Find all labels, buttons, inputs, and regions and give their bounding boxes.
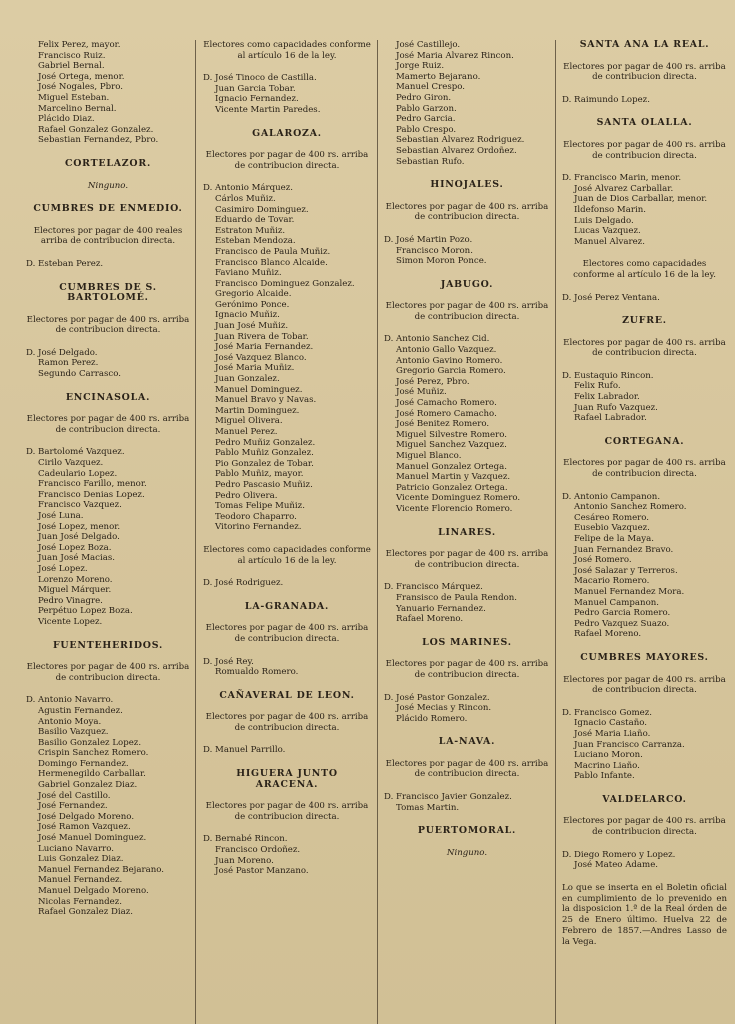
elector-name: José Romero. [574,555,632,566]
elector-name: Felix Rufo. [574,381,621,392]
section-heading: LA-NAVA. [438,736,496,748]
section [384,737,550,813]
electors-paragraph: Electores por pagar de 400 rs. arriba de contribucion directa. [26,314,190,336]
elector-name: Francisco Farillo, menor. [38,479,147,490]
elector-name: Rafael Gonzalez Gonzalez. [38,124,154,135]
elector-name: Vitorino Fernandez. [215,522,302,533]
elector-name: Juan Gonzalez. [215,374,280,385]
section-heading: SANTA ANA LA REAL. [579,39,710,50]
elector-name: Pedro Olivera. [215,490,278,501]
elector-list [384,792,550,813]
elector-name: Esteban Mendoza. [215,236,296,247]
section [562,118,727,247]
electors-paragraph: Electores como capacidades conforme al artículo 16 de la ley. [203,544,371,566]
elector-name: D. Eustaquio Rincon. [562,370,654,381]
elector-name: Sebastian Alvarez Ordoñez. [396,145,517,156]
elector-list [26,695,190,917]
elector-name: Fransisco de Paula Rendon. [396,592,518,603]
elector-name: D. José Martin Pozo. [384,234,473,245]
elector-name: Miguel Esteban. [38,92,110,103]
elector-name: Ramon Perez. [38,358,99,369]
elector-name: D. Francisco Gomez. [562,707,652,718]
elector-name: Gabriel Bernal. [38,61,105,72]
elector-name: Sebastian Rufo. [396,156,465,167]
elector-name: Pedro Garcia Romero. [574,608,671,619]
elector-list [203,745,371,756]
elector-name: D. José Rey. [203,656,254,667]
elector-name: José Camacho Romero. [396,398,497,409]
closing-notice: Lo que se inserta en el Boletin oficial en cumplimiento de lo prevenido en la disposicion 1.ª de la Real órden de 25 de Enero último. Huelva 22 de Febrero de 1857.—Andres Lasso de la Vega. [562,882,727,947]
elector-name: D. Antonio Márquez. [203,183,294,194]
elector-name: D. Antonio Sanchez Cid. [384,334,490,345]
elector-name: Miguel Olivera. [215,416,283,427]
elector-name: Antonio Sanchez Romero. [574,502,687,513]
elector-name: Pedro Giron. [396,92,452,103]
elector-name: D. Francisco Márquez. [384,582,483,593]
elector-name: Juan Francisco Carranza. [574,739,685,750]
elector-name: Miguel Márquer. [38,585,112,596]
section [26,40,190,146]
elector-name: Segundo Carrasco. [38,369,121,380]
elector-name: Lucas Vazquez. [574,226,641,237]
section [26,159,190,191]
elector-name: Jorge Ruiz. [396,61,445,72]
elector-name: Pedro Vazquez Suazo. [574,618,670,629]
elector-name: Ignacio Fernandez. [215,94,299,105]
electors-paragraph: Electores por pagar de 400 rs. arriba de contribucion directa. [563,816,726,838]
section-heading: CORTELAZOR. [64,157,152,169]
elector-list [562,293,727,304]
elector-name: D. José Pastor Gonzalez. [384,692,490,703]
elector-name: Felix Labrador. [574,392,640,403]
elector-name: Rafael Gonzalez Diaz. [38,907,134,918]
elector-name: Manuel Dominguez. [215,384,303,395]
section-heading: CUMBRES MAYORES. [580,651,709,663]
elector-name: Ildefonso Marin. [574,204,646,215]
elector-name: Juan José Delgado. [38,532,120,543]
elector-list [26,348,190,380]
elector-name: Patricio Gonzalez Ortega. [396,482,508,493]
section [384,180,550,267]
elector-name: José Perez, Pbro. [396,376,470,387]
elector-name: Mamerto Bejarano. [396,71,481,82]
electors-paragraph: Electores por pagar de 400 rs. arriba de contribucion directa. [563,674,726,696]
elector-name: Rafael Labrador. [574,413,647,424]
elector-name: Pedro Vinagre. [38,595,103,606]
elector-name: Vicente Martin Paredes. [215,104,321,115]
section-heading: CUMBRES DE ENMEDIO. [33,203,183,215]
elector-list [203,73,371,115]
elector-name: Francisco Ruiz. [38,50,106,61]
elector-list [203,657,371,678]
electors-paragraph: Electores por pagar de 400 rs. arriba de contribucion directa. [385,549,549,570]
elector-name: Gabriel Gonzalez Diaz. [38,780,138,791]
section-heading: CORTEGANA. [604,435,685,447]
column-4 [562,40,727,1024]
section [26,393,190,628]
elector-name: Juan de Dios Carballar, menor. [574,194,708,205]
elector-name: D. Antonio Navarro. [26,695,114,706]
elector-name: Miguel Silvestre Romero. [396,429,508,440]
section [384,826,550,858]
section [562,437,727,640]
elector-name: Eduardo de Tovar. [215,215,295,226]
elector-list [203,578,371,589]
section [203,769,371,877]
elector-name: Martin Dominguez. [215,405,300,416]
electors-paragraph: Electores por pagar de 400 rs. arriba de contribucion directa. [385,301,549,322]
elector-name: José Manuel Dominguez. [38,833,147,844]
elector-name: Pablo Muñiz, mayor. [215,469,304,480]
electors-paragraph: Electores por pagar de 400 rs. arriba de contribucion directa. [563,458,726,480]
elector-name: Crispin Sanchez Romero. [38,748,149,759]
none-text: Ninguno. [446,847,488,858]
elector-name: José Benitez Romero. [396,419,490,430]
elector-list [562,95,727,106]
section-heading: FUENTEHERIDOS. [52,639,164,651]
elector-name: Vicente Florencio Romero. [396,503,513,514]
elector-name: Basilio Vazquez. [38,727,109,738]
elector-name: D. José Tinoco de Castilla. [203,73,317,84]
elector-name: Marcelino Bernal. [38,103,117,114]
elector-name: Gregorio Alcaide. [215,289,292,300]
elector-name: José Fernandez. [38,801,108,812]
elector-list [562,708,727,782]
elector-name: José Luna. [38,511,84,521]
electors-paragraph: Electores por pagar de 400 rs. arriba de contribucion directa. [563,337,726,359]
electors-paragraph: Electores por pagar de 400 rs. arriba de contribucion directa. [205,150,369,171]
elector-name: Cesáreo Romero. [574,512,650,523]
elector-name: Ignacio Muñiz. [215,310,280,321]
elector-name: Miguel Blanco. [396,451,462,461]
elector-name: Sebastian Fernandez, Pbro. [38,135,159,146]
elector-name: Juan Rufo Vazquez. [574,402,658,413]
elector-name: Antonio Gallo Vazquez. [396,345,497,356]
elector-name: Romualdo Romero. [215,667,299,678]
elector-name: Cirilo Vazquez. [38,458,104,469]
elector-name: Basilio Gonzalez Lopez. [38,737,142,748]
electors-paragraph: Electores como capacidades conforme al artículo 16 de la ley. [573,259,716,280]
section [203,40,371,116]
elector-name: Plácido Diaz. [38,114,95,125]
elector-name: Manuel Perez. [215,427,278,437]
section-heading: HINOJALES. [430,179,504,191]
section-heading: ZUFRE. [622,315,667,327]
elector-name: Lorenzo Moreno. [38,574,113,585]
elector-name: José Romero Camacho. [396,408,497,419]
elector-name: Casimiro Dominguez. [215,204,309,215]
elector-name: Faviano Muñiz. [215,268,282,279]
elector-name: Pablo Crespo. [396,124,457,135]
elector-list [384,582,550,624]
elector-name: Estraton Muñiz. [215,225,286,236]
elector-name: Pablo Garzon. [396,103,457,114]
elector-name: José Lopez Boza. [38,542,112,553]
section-heading: CUMBRES DE S. BARTOLOMÉ. [59,281,157,304]
elector-name: D. Diego Romero y Lopez. [562,849,676,860]
elector-name: José Lopez. [38,563,88,574]
column-rule [555,40,556,1024]
elector-name: José Vazquez Blanco. [215,352,307,363]
section-heading: SANTA OLALLA. [596,117,693,129]
elector-name: Francisco Ordoñez. [215,845,301,856]
elector-name: José Ramon Vazquez. [38,822,131,833]
elector-name: José Mateo Adame. [574,860,659,871]
elector-name: Manuel Crespo. [396,82,465,93]
elector-name: José Mecias y Rincon. [396,703,492,714]
elector-name: Cárlos Muñiz. [215,193,276,204]
elector-list [203,183,371,533]
elector-name: D. Raimundo Lopez. [562,94,650,105]
elector-name: Manuel Fernandez Bejarano. [38,864,164,875]
elector-name: Juan Rivera de Tobar. [215,331,309,342]
section [562,653,727,782]
elector-name: Pio Gonzalez de Tobar. [215,458,314,469]
elector-list [384,693,550,725]
elector-name: Antonio Gavino Romero. [396,355,503,366]
elector-name: Juan Moreno. [215,855,274,866]
elector-name: D. Esteban Perez. [26,258,104,269]
elector-list [562,371,727,424]
elector-name: Tomas Felipe Muñiz. [215,501,305,512]
elector-name: D. Francisco Marin, menor. [562,173,682,184]
section [562,40,727,105]
elector-list [562,173,727,247]
elector-name: Luis Gonzalez Diaz. [38,854,124,865]
electors-paragraph: Electores por pagar de 400 rs. arriba de contribucion directa. [26,414,190,435]
elector-name: Cadeulario Lopez. [38,468,118,479]
column-3 [384,40,550,1024]
elector-name: Juan José Muñiz. [215,321,289,332]
elector-name: Francisco de Paula Muñiz. [215,246,331,257]
section [203,129,371,533]
elector-name: D. Francisco Javier Gonzalez. [384,792,512,803]
elector-name: Gregorio Garcia Romero. [396,366,506,377]
electors-paragraph: Electores por pagar de 400 rs. arriba de contribucion directa. [385,659,549,680]
electors-paragraph: Electores como capacidades conforme al artículo 16 de la ley. [203,40,371,61]
elector-name: Yanuario Fernandez. [396,603,486,614]
section [26,641,190,918]
elector-name: Pedro Garcia. [396,114,456,125]
elector-name: Domingo Fernandez. [38,758,129,769]
elector-name: Teodoro Chaparro. [215,511,297,522]
elector-name: Eusebio Vazquez. [574,523,650,534]
section [562,316,727,424]
section [384,40,550,167]
elector-name: D. José Rodriguez. [203,578,284,589]
section [26,283,190,380]
elector-name: José Alvarez Carballar. [574,183,674,194]
section-heading: GALAROZA. [252,127,322,139]
elector-name: Juan Garcia Tobar. [215,83,296,94]
elector-name: José Lopez, menor. [38,521,121,532]
elector-name: Manuel Fernandez Mora. [574,586,685,597]
elector-list [384,235,550,267]
section-heading: VALDELARCO. [602,793,687,805]
elector-name: Luciano Moron. [574,750,643,761]
elector-name: Pablo Muñiz Gonzalez. [215,448,314,459]
section [203,691,371,756]
elector-name: Manuel Campanon. [574,597,660,608]
section-heading: LA-GRANADA. [244,600,330,612]
elector-list [384,40,550,167]
elector-name: Francisco Moron. [396,245,473,256]
electors-paragraph: Electores por pagar de 400 rs. arriba de contribucion directa. [205,801,369,822]
elector-name: D. José Delgado. [26,347,98,358]
electors-paragraph: Electores por pagar de 400 rs. arriba de contribucion directa. [205,712,369,733]
elector-name: D. Bartolomé Vazquez. [26,447,125,458]
electors-paragraph: Electores por pagar de 400 reales arriba de contribucion directa. [33,225,183,247]
elector-name: Pedro Muñiz Gonzalez. [215,437,316,448]
elector-name: Ignacio Castaño. [574,718,647,729]
column-2 [203,40,371,1024]
elector-name: Simon Moron Ponce. [396,256,487,267]
elector-name: Plácido Romero. [396,713,468,724]
elector-name: Manuel Fernandez. [38,875,123,886]
elector-name: José Maria Liaño. [574,728,651,739]
electors-paragraph: Electores por pagar de 400 rs. arriba de contribucion directa. [205,623,369,644]
elector-name: Agustin Fernandez. [38,705,123,716]
elector-name: Miguel Sanchez Vazquez. [396,440,507,451]
elector-name: José Nogales, Pbro. [38,82,124,93]
elector-name: José Muñiz. [396,387,447,398]
section [203,545,371,589]
elector-name: Vicente Lopez. [38,616,103,627]
elector-name: José Salazar y Terreros. [574,565,678,576]
elector-name: Felipe de la Maya. [574,534,654,544]
section [384,280,550,515]
column-1 [26,40,190,1024]
elector-name: Nicolas Fernandez. [38,896,122,907]
elector-name: Tomas Martin. [396,802,460,813]
elector-list [562,492,727,640]
elector-name: José Maria Fernandez. [215,342,314,353]
elector-list [26,40,190,146]
electors-paragraph: Electores por pagar de 400 rs. arriba de contribucion directa. [385,201,549,223]
elector-name: Macario Romero. [574,576,650,587]
section [384,528,550,625]
section-heading: HIGUERA JUNTO ARACENA. [236,768,338,790]
elector-name: Antonio Moya. [38,716,102,727]
elector-name: D. Bernabé Rincon. [203,834,288,845]
elector-name: Pedro Pascasio Muñiz. [215,479,313,490]
section-heading: LOS MARINES. [422,636,512,648]
elector-list [26,259,190,270]
elector-name: José Maria Alvarez Rincon. [396,50,514,61]
elector-list [384,334,550,514]
column-rule [377,40,378,1024]
elector-list [562,850,727,871]
section [562,259,727,303]
elector-name: Perpétuo Lopez Boza. [38,606,133,617]
elector-name: Francisco Denias Lopez. [38,489,145,500]
elector-name: Manuel Gonzalez Ortega. [396,461,507,472]
section [203,602,371,678]
elector-name: Gerónimo Ponce. [215,299,290,310]
none-text: Ninguno. [87,180,129,191]
elector-name: Juan Fernandez Bravo. [574,544,674,555]
section-heading: JABUGO. [440,278,494,290]
elector-name: Francisco Vazquez. [38,500,122,511]
section [384,638,550,725]
elector-name: Pablo Infante. [574,771,635,782]
elector-name: Manuel Martin y Vazquez. [396,472,511,483]
electors-paragraph: Electores por pagar de 400 rs. arriba de contribucion directa. [385,758,549,780]
elector-name: Francisco Blanco Alcaide. [215,257,328,268]
section-heading: CAÑAVERAL DE LEON. [219,689,355,701]
section [562,795,727,871]
elector-name: D. Antonio Campanon. [562,491,661,502]
elector-name: Luis Delgado. [574,215,634,226]
elector-name: Manuel Bravo y Navas. [215,395,317,406]
section-heading: LINARES. [438,526,496,538]
elector-name: José Maria Muñiz. [215,363,295,374]
elector-name: Manuel Delgado Moreno. [38,886,149,896]
elector-name: Luciano Navarro. [38,843,114,854]
elector-name: Manuel Alvarez. [574,236,645,247]
electors-paragraph: Electores por pagar de 400 rs. arriba de contribucion directa. [563,61,726,83]
elector-name: D. José Perez Ventana. [562,292,660,303]
section-heading: PUERTOMORAL. [417,825,517,837]
elector-name: Felix Perez, mayor. [38,40,121,50]
elector-name: Vicente Dominguez Romero. [396,493,521,504]
elector-name: José Pastor Manzano. [215,866,309,877]
elector-name: José del Castillo. [38,790,111,801]
section-heading: ENCINASOLA. [65,391,151,403]
elector-name: Hermenegildo Carballar. [38,769,146,780]
electors-paragraph: Electores por pagar de 400 rs. arriba de contribucion directa. [26,662,190,683]
elector-name: D. Manuel Parrillo. [203,745,286,756]
elector-name: Rafael Moreno. [396,614,464,625]
elector-name: Sebastian Alvarez Rodriguez. [396,135,525,146]
elector-name: José Ortega, menor. [38,71,125,82]
elector-name: José Delgado Moreno. [38,811,135,822]
elector-name: Macrino Liaño. [574,760,640,771]
elector-name: Francisco Dominguez Gonzalez. [215,278,355,289]
column-rule [195,40,196,1024]
elector-name: José Castillejo. [396,40,461,50]
elector-list [203,834,371,876]
elector-list [26,447,190,627]
elector-name: Rafael Moreno. [574,629,642,640]
electors-paragraph: Electores por pagar de 400 rs. arriba de contribucion directa. [563,139,726,161]
elector-name: Juan José Macias. [38,553,115,564]
section [26,204,190,269]
